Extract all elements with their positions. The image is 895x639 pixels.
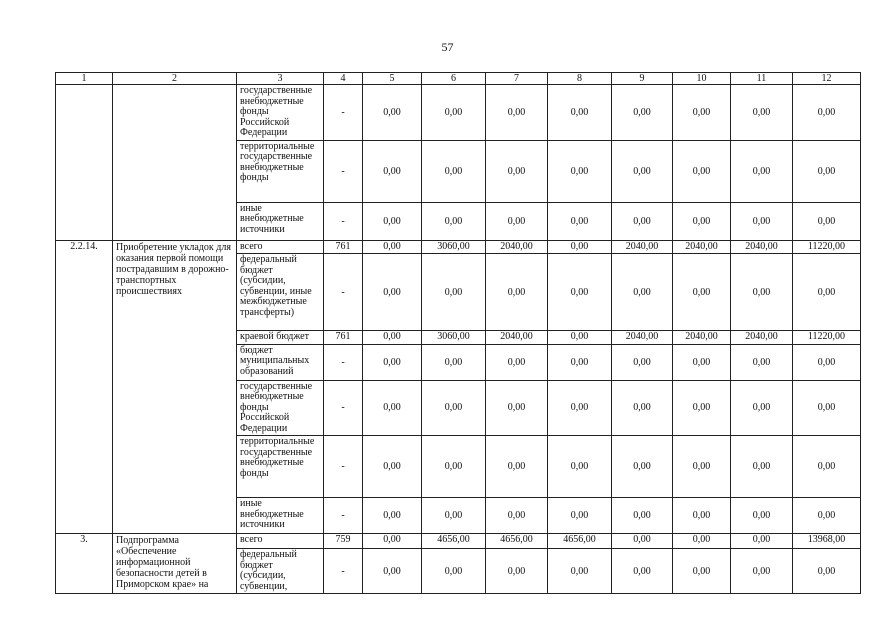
table-row	[56, 85, 861, 141]
budget-code: -	[324, 85, 363, 141]
amount-cell: 0,00	[612, 344, 673, 380]
amount-cell: 2040,00	[673, 331, 731, 345]
amount-cell: 0,00	[363, 254, 422, 331]
amount-cell: 0,00	[673, 534, 731, 549]
amount-cell: 0,00	[363, 240, 422, 254]
item-name	[113, 85, 237, 241]
amount-cell: 0,00	[363, 549, 422, 594]
column-header: 12	[793, 73, 861, 85]
amount-cell: 0,00	[422, 85, 486, 141]
page-number: 57	[441, 40, 454, 54]
amount-cell: 0,00	[548, 331, 612, 345]
budget-code: -	[324, 549, 363, 594]
amount-cell: 0,00	[422, 140, 486, 202]
funding-source: территориальные государственные внебюджетные фонды	[237, 436, 324, 498]
amount-cell: 0,00	[422, 380, 486, 436]
header-row	[56, 73, 861, 85]
amount-cell: 0,00	[612, 85, 673, 141]
amount-cell: 0,00	[422, 436, 486, 498]
amount-cell: 0,00	[548, 202, 612, 240]
amount-cell: 0,00	[363, 202, 422, 240]
amount-cell: 0,00	[673, 498, 731, 534]
amount-cell: 0,00	[548, 240, 612, 254]
amount-cell: 0,00	[363, 85, 422, 141]
amount-cell: 0,00	[731, 344, 793, 380]
amount-cell: 0,00	[793, 140, 861, 202]
column-header: 8	[548, 73, 612, 85]
funding-source: иные внебюджетные источники	[237, 498, 324, 534]
amount-cell: 0,00	[731, 202, 793, 240]
amount-cell: 2040,00	[612, 240, 673, 254]
amount-cell: 2040,00	[731, 331, 793, 345]
amount-cell: 0,00	[731, 534, 793, 549]
table-row	[56, 534, 861, 549]
amount-cell: 0,00	[422, 549, 486, 594]
amount-cell: 0,00	[673, 344, 731, 380]
amount-cell: 2040,00	[731, 240, 793, 254]
amount-cell: 0,00	[731, 140, 793, 202]
amount-cell: 0,00	[548, 380, 612, 436]
amount-cell: 0,00	[548, 549, 612, 594]
amount-cell: 2040,00	[486, 331, 548, 345]
budget-code: -	[324, 140, 363, 202]
amount-cell: 0,00	[486, 202, 548, 240]
amount-cell: 0,00	[422, 344, 486, 380]
amount-cell: 0,00	[486, 85, 548, 141]
budget-table	[55, 72, 861, 594]
amount-cell: 0,00	[612, 380, 673, 436]
amount-cell: 0,00	[548, 140, 612, 202]
amount-cell: 0,00	[612, 202, 673, 240]
amount-cell: 4656,00	[548, 534, 612, 549]
amount-cell: 0,00	[731, 436, 793, 498]
budget-code: -	[324, 498, 363, 534]
budget-code: -	[324, 380, 363, 436]
amount-cell: 0,00	[486, 498, 548, 534]
amount-cell: 0,00	[486, 140, 548, 202]
amount-cell: 0,00	[363, 331, 422, 345]
item-name: Приобретение укладок для оказания первой помощи пострадавшим в дорожно-транспортных происшествиях	[113, 240, 237, 534]
column-header: 4	[324, 73, 363, 85]
budget-code: 761	[324, 331, 363, 345]
amount-cell: 0,00	[422, 254, 486, 331]
amount-cell: 0,00	[793, 85, 861, 141]
amount-cell: 0,00	[793, 436, 861, 498]
amount-cell: 0,00	[486, 549, 548, 594]
amount-cell: 0,00	[548, 436, 612, 498]
column-header: 7	[486, 73, 548, 85]
funding-source: государственные внебюджетные фонды Российской Федерации	[237, 380, 324, 436]
budget-code: 761	[324, 240, 363, 254]
amount-cell: 0,00	[363, 140, 422, 202]
amount-cell: 0,00	[486, 380, 548, 436]
column-header: 9	[612, 73, 673, 85]
budget-code: -	[324, 436, 363, 498]
amount-cell: 0,00	[793, 344, 861, 380]
amount-cell: 0,00	[612, 254, 673, 331]
amount-cell: 0,00	[793, 202, 861, 240]
amount-cell: 0,00	[548, 344, 612, 380]
amount-cell: 0,00	[486, 254, 548, 331]
amount-cell: 13968,00	[793, 534, 861, 549]
amount-cell: 0,00	[548, 498, 612, 534]
amount-cell: 0,00	[673, 85, 731, 141]
amount-cell: 0,00	[612, 498, 673, 534]
amount-cell: 0,00	[363, 380, 422, 436]
funding-source: иные внебюджетные источники	[237, 202, 324, 240]
amount-cell: 0,00	[363, 534, 422, 549]
column-header: 10	[673, 73, 731, 85]
amount-cell: 0,00	[731, 498, 793, 534]
column-header: 2	[113, 73, 237, 85]
amount-cell: 0,00	[793, 549, 861, 594]
amount-cell: 0,00	[612, 140, 673, 202]
amount-cell: 11220,00	[793, 240, 861, 254]
amount-cell: 0,00	[731, 549, 793, 594]
amount-cell: 0,00	[548, 85, 612, 141]
amount-cell: 0,00	[793, 254, 861, 331]
amount-cell: 0,00	[612, 549, 673, 594]
funding-source: федеральный бюджет (субсидии, субвенции,	[237, 549, 324, 594]
column-header: 6	[422, 73, 486, 85]
funding-source: краевой бюджет	[237, 331, 324, 345]
amount-cell: 0,00	[673, 254, 731, 331]
item-number: 3.	[56, 534, 113, 594]
amount-cell: 4656,00	[486, 534, 548, 549]
column-header: 3	[237, 73, 324, 85]
amount-cell: 0,00	[673, 436, 731, 498]
column-header: 5	[363, 73, 422, 85]
amount-cell: 0,00	[422, 202, 486, 240]
table-row	[56, 240, 861, 254]
amount-cell: 0,00	[793, 498, 861, 534]
column-header: 11	[731, 73, 793, 85]
amount-cell: 0,00	[731, 85, 793, 141]
amount-cell: 0,00	[731, 380, 793, 436]
budget-code: -	[324, 344, 363, 380]
amount-cell: 0,00	[673, 380, 731, 436]
column-header: 1	[56, 73, 113, 85]
amount-cell: 2040,00	[486, 240, 548, 254]
amount-cell: 0,00	[793, 380, 861, 436]
amount-cell: 0,00	[673, 140, 731, 202]
funding-source: государственные внебюджетные фонды Российской Федерации	[237, 85, 324, 141]
amount-cell: 0,00	[363, 498, 422, 534]
amount-cell: 0,00	[363, 344, 422, 380]
amount-cell: 4656,00	[422, 534, 486, 549]
item-number	[56, 85, 113, 241]
budget-code: 759	[324, 534, 363, 549]
item-number: 2.2.14.	[56, 240, 113, 534]
amount-cell: 0,00	[486, 436, 548, 498]
amount-cell: 0,00	[422, 498, 486, 534]
amount-cell: 0,00	[673, 549, 731, 594]
amount-cell: 0,00	[363, 436, 422, 498]
item-name: Подпрограмма «Обеспечение информационной безопасности детей в Приморском крае» на	[113, 534, 237, 594]
funding-source: территориальные государственные внебюджетные фонды	[237, 140, 324, 202]
amount-cell: 0,00	[731, 254, 793, 331]
amount-cell: 2040,00	[673, 240, 731, 254]
amount-cell: 3060,00	[422, 331, 486, 345]
funding-source: всего	[237, 534, 324, 549]
budget-code: -	[324, 202, 363, 240]
amount-cell: 0,00	[548, 254, 612, 331]
amount-cell: 0,00	[673, 202, 731, 240]
funding-source: бюджет муниципальных образований	[237, 344, 324, 380]
amount-cell: 2040,00	[612, 331, 673, 345]
amount-cell: 0,00	[612, 436, 673, 498]
amount-cell: 0,00	[612, 534, 673, 549]
amount-cell: 0,00	[486, 344, 548, 380]
funding-source: всего	[237, 240, 324, 254]
budget-code: -	[324, 254, 363, 331]
amount-cell: 11220,00	[793, 331, 861, 345]
amount-cell: 3060,00	[422, 240, 486, 254]
funding-source: федеральный бюджет (субсидии, субвенции, иные межбюджетные трансферты)	[237, 254, 324, 331]
